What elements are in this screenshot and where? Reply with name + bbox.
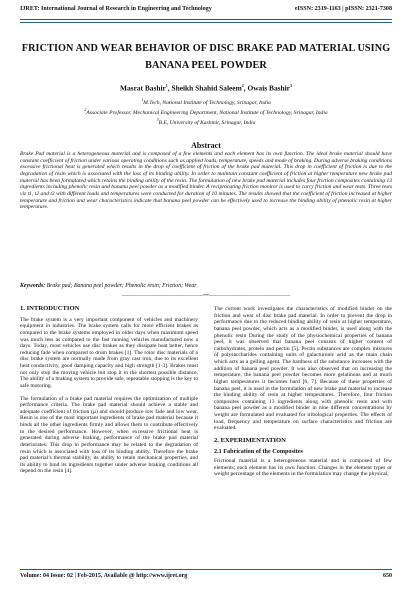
affiliation-mark: 3 (156, 117, 159, 122)
keywords (20, 283, 392, 289)
affiliation (20, 116, 392, 127)
issn-text: eISSN: 2319-1163 | pISSN: 2321-7308 (294, 6, 392, 12)
paragraph: The current work investigates the characteristics of modified binder on the friction and wear of disc brake pad material. In order to prevent the drop in performance due to the reduced binding ability of resin at higher temperature, banana peel powder, which acts as a modified binder, is used along with the phenolic resin During the study of the physiochemical properties of banana peel, it was observed that banana peel consists of higher content of carbohydrates, protein and pectin [5]. Pectin substances are complex mixtures of polysaccharides containing units of galacturonic acid as the main chain which acts as a gelling agent. The hardness of the substance increases with the addition of banana peel powder. It was also observed that on increasing the temperature, the banana peel powder becomes more gelatinous and at much higher temperatures it becomes hard [6, 7]. Because of these properties of banana peel, it is used in the formulation of new brake pad material to increase the binding ability of resin at higher temperatures. Therefore, four friction composites containing 13 ingredients along with phenolic resin and with banana peel powder as a modified binder in nine different concentrations by weight are formulated and evaluated for tribological properties. The effects of load, frequency and temperature on surface characteristics and friction are evaluated. (214, 306, 392, 432)
volume-info: Volume: 04 Issue: 02 | Feb-2015, Available @ http://www.ijret.org (20, 573, 188, 579)
affiliation-text: B.E, University of Kashmir, Srinagar, India (158, 119, 256, 126)
keywords-text: Brake pad; Banana peel powder; Phenolic resin; Friction; Wear (46, 283, 197, 289)
journal-header (20, 6, 392, 18)
author-mark: 2 (241, 83, 244, 88)
left-column (20, 306, 198, 481)
author-mark: 3 (289, 83, 292, 88)
header-rule (20, 19, 392, 20)
affiliation-mark: 1 (141, 97, 144, 102)
paragraph: The brake system is a very important component of vehicles and machinery equipment in industries. The brake system calls for more efficient brakes as compared to the brake systems employed in older days when maximum speed was much less as compared to the fast running vehicles manufactured now a days. Today, most vehicles use disc brakes as they dissipate heat better, hence reducing fade when compared to drum brakes [1]. The rotor disc materials of a disc brake system are normally made from gray cast iron, due to its excellent heat conductivity, good damping capacity and high strength [1-3]. Brakes must not only stop the moving vehicle but stop it in the shortest possible distance. The ability of a braking system to provide safe, repeatable stopping is the key to safe motoring. (20, 316, 198, 389)
affiliation-mark: 2 (84, 107, 87, 112)
author-mark: 1 (165, 83, 168, 88)
author-name: Masrat Bashir (120, 83, 166, 93)
author-separator: , (243, 83, 248, 93)
abstract-heading: Abstract (191, 141, 221, 150)
paragraph: The formulation of a brake pad material requires the optimization of multiple performance criteria. The brake pad material should achieve a stable and adequate coefficient of friction (µ) and should produce low fade and low wear. Resin is one of the most important ingredients of brake pad material because it binds all the other ingredients firmly and allows them to contribute effectively to the desired performance. However, when excessive frictional heat is generated during adverse braking, performance of the brake pad material deteriorates. This drop in performance may be related to the degradation of resin which is associated with loss of its binding ability. Therefore the brake pad material’s thermal stability, its ability to retain mechanical properties, and its ability to bind its ingredients together under adverse braking conditions all depend on the resin [4]. (20, 395, 198, 475)
affiliation-text: M.Tech, National Institute of Technology, Srinagar, India (143, 99, 271, 106)
section-heading: 1. INTRODUCTION (20, 305, 80, 312)
page-number: 650 (383, 573, 392, 579)
author-list (20, 83, 392, 92)
author-separator: , (167, 83, 172, 93)
abstract-body: Brake Pad material is a heterogeneous material and is composed of a few elements and each element has its own function. The ideal brake material should have constant coefficient of friction under various operating conditions such as applied loads, temperature, speeds and mode of braking. During adverse braking conditions excessive frictional heat is generated which results in the drop of coefficient of friction of the brake pad material. This drop in coefficient of friction is due to the degradation of resin which is associated with the loss of its binding ability. In order to maintain constant coefficient of friction at higher temperature new brake pad material has been formulated which retains the binding ability of the resin. The formulation of new brake pad material includes four friction composites containing 13 ingredients including phenolic resin and banana peel powder as a modified binder. A reciprocating friction monitor is used to carry friction and wear tests. Three tests viz t1, t2 and t3 with different loads and temperatures were conducted for duration of 10 minutes. The results showed that the coefficient of friction increased at higher temperature and friction and wear characteristics indicate that banana peel powder can be effectively used to increase the binding ability of phenolic resin at higher temperature. (20, 151, 392, 211)
footer-rule (20, 569, 392, 570)
paper-title: FRICTION AND WEAR BEHAVIOR OF DISC BRAKE PAD MATERIAL USING BANANA PEEL POWDER (21, 43, 391, 71)
paragraph: Frictional material is a heterogeneous material and is composed of few elements; each element has its own function. Changes in the element types or weight percentage of the elements in the formulation may change the physical, (214, 458, 392, 478)
right-column (214, 306, 392, 484)
affiliation-text: Associate Professor, Mechanical Engineering Department, National Institute of Technology, Srinagar, India (86, 109, 328, 116)
author-name: Owais Bashir (247, 83, 290, 93)
section-heading: 2. EXPERIMENTATION (214, 436, 286, 444)
author-name: Sheikh Shahid Saleem (171, 83, 242, 93)
page-footer (20, 573, 392, 583)
subsection-heading: 2.1 Fabrication of the Composites (214, 447, 303, 455)
keywords-label: Keywords: (20, 283, 46, 289)
header-rule-thin (20, 22, 392, 23)
section-divider: --------------------------------------------------------------------***-------------------------------------------------------------------- (121, 293, 291, 298)
journal-name: IJRET: International Journal of Research in Engineering and Technology (20, 6, 212, 12)
